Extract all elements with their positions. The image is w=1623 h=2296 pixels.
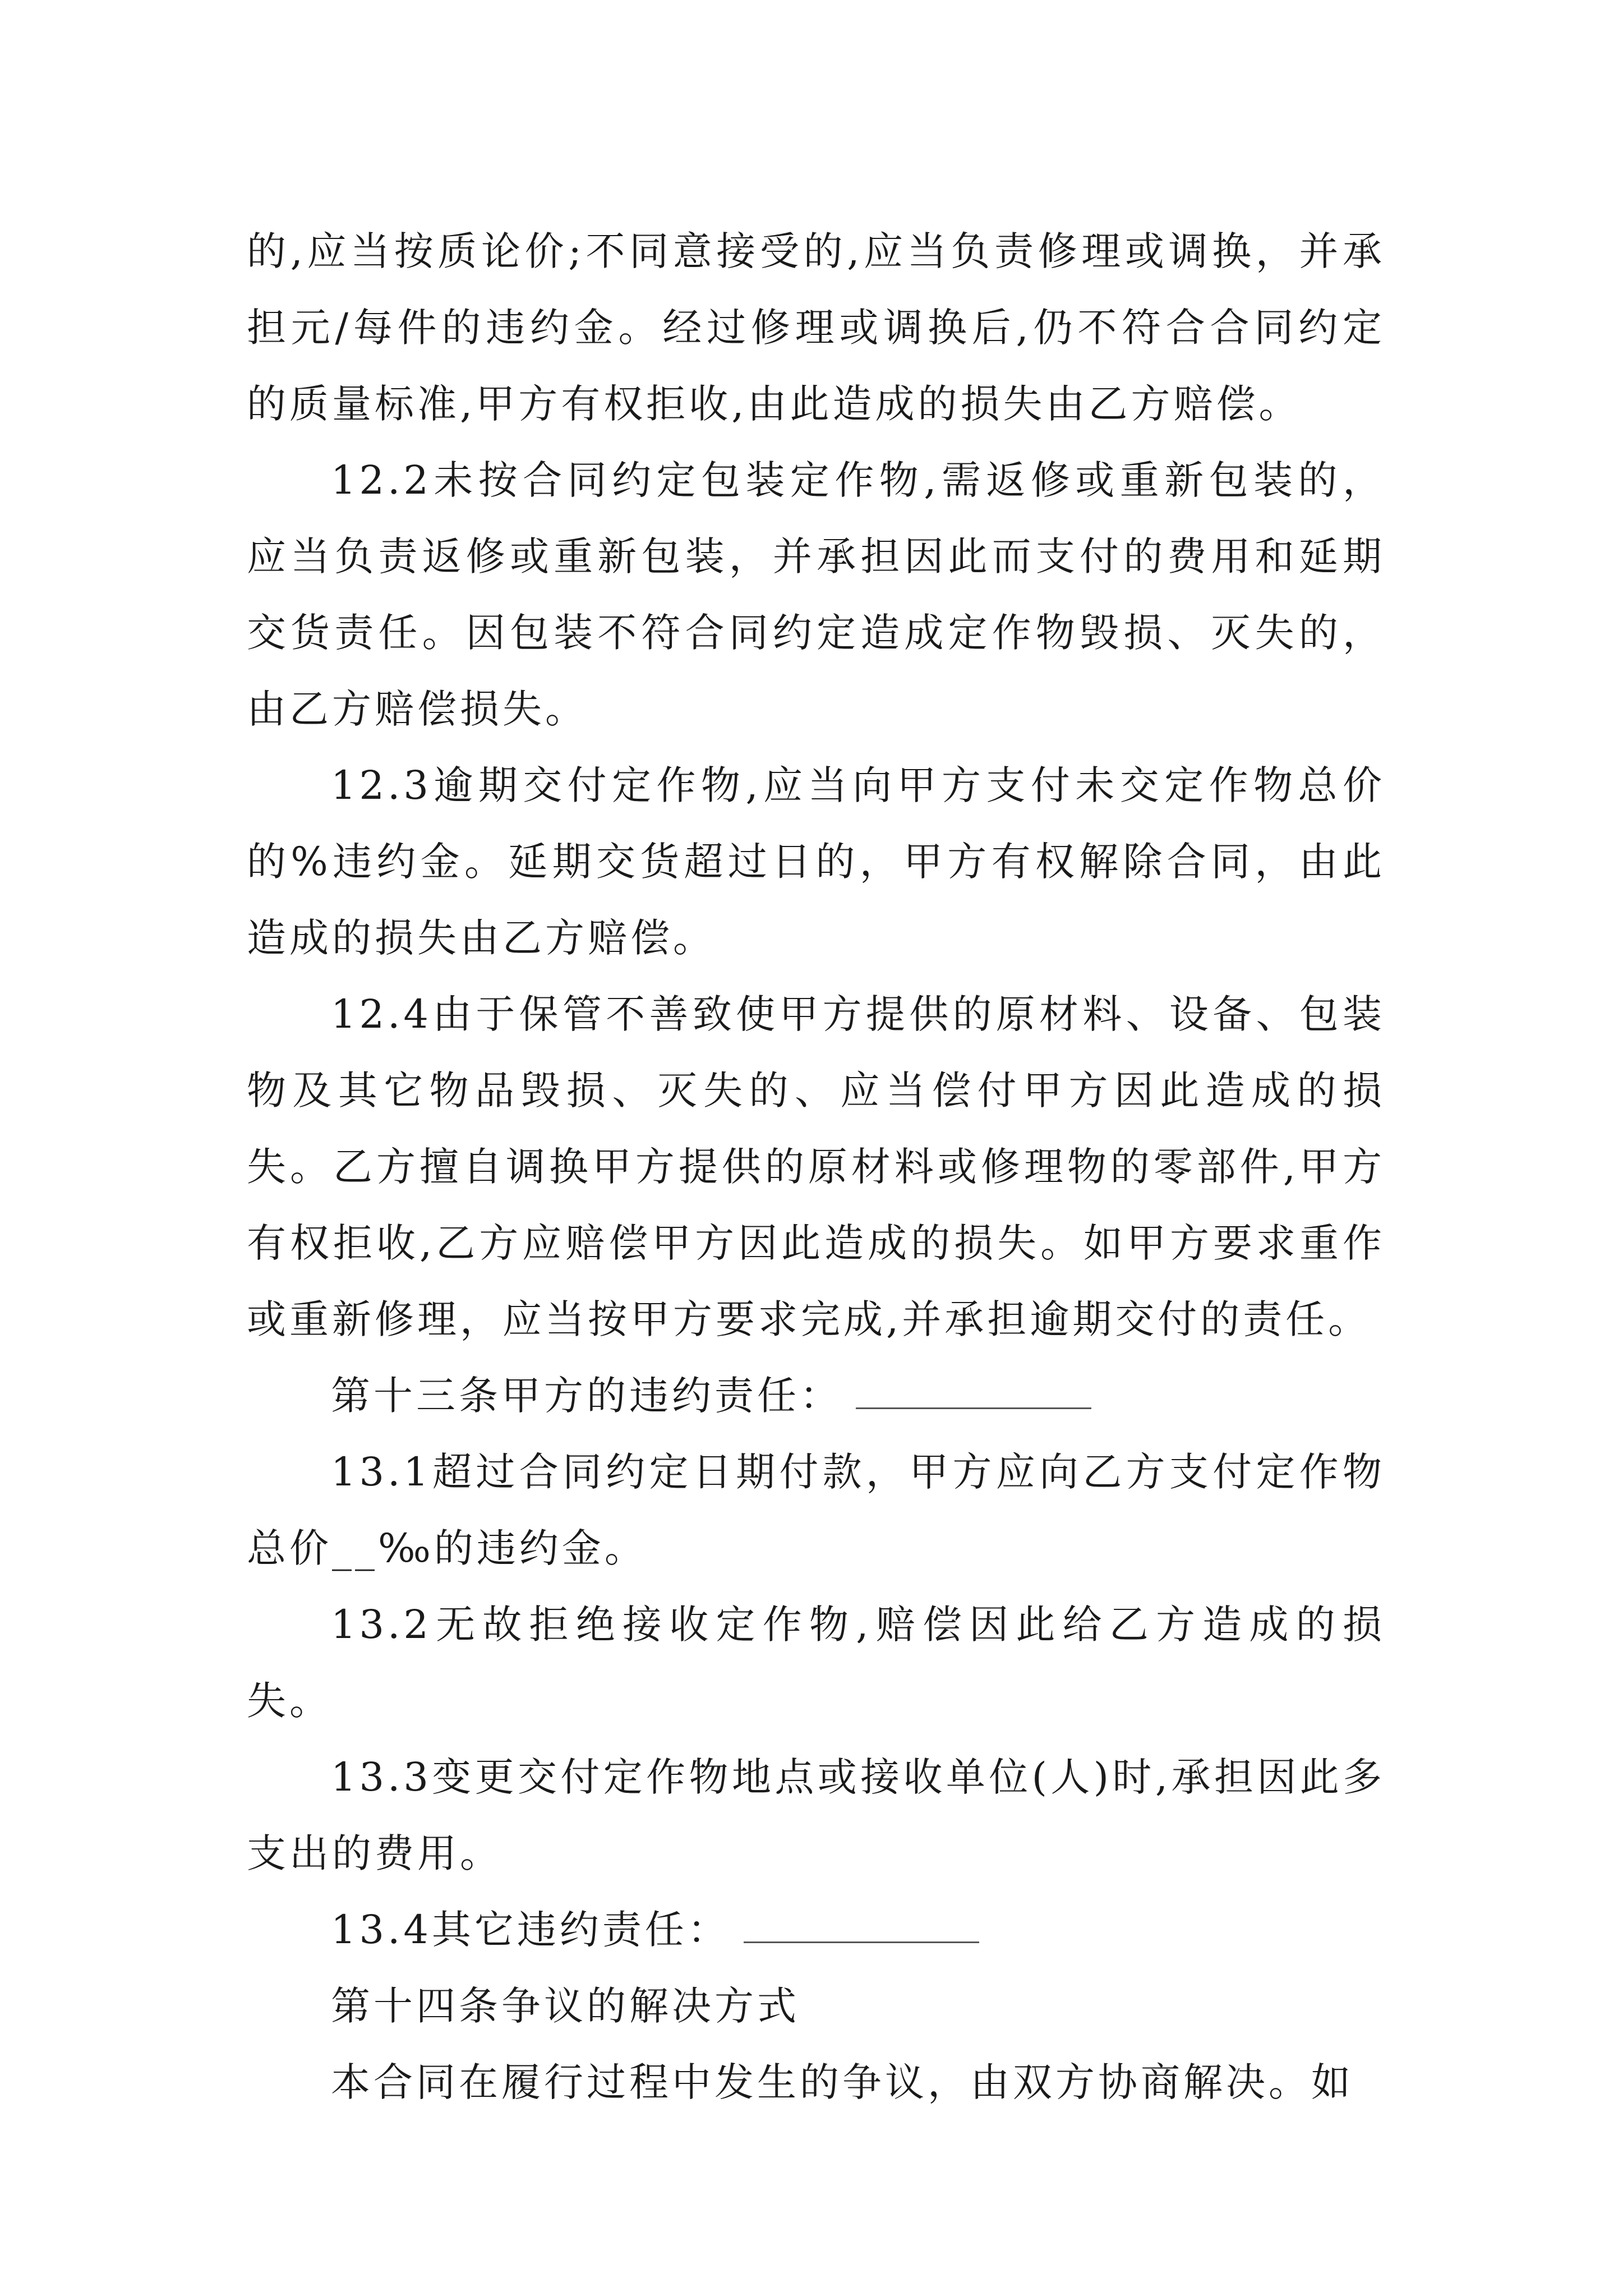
fill-in-blank-line xyxy=(744,1939,979,1943)
paragraph-13-1: 13.1超过合同约定日期付款，甲方应向乙方支付定作物总价__‰的违约金。 xyxy=(247,1449,1385,1571)
fill-in-blank-line xyxy=(856,1405,1091,1409)
paragraph-article-13-heading xyxy=(247,1358,1385,1434)
paragraph-13-4 xyxy=(247,1892,1385,1968)
article-13-heading-text: 第十三条甲方的违约责任： xyxy=(331,1373,842,1419)
paragraph-13-2: 13.2无故拒绝接收定作物,赔偿因此给乙方造成的损失。 xyxy=(247,1602,1385,1724)
document-body xyxy=(247,213,1385,2120)
paragraph-12-3: 12.3逾期交付定作物,应当向甲方支付未交定作物总价的%违约金。延期交货超过日的，甲方有权解除合同，由此造成的损失由乙方赔偿。 xyxy=(247,762,1385,961)
paragraph-12-2: 12.2未按合同约定包装定作物,需返修或重新包装的，应当负责返修或重新包装，并承担因此而支付的费用和延期交货责任。因包装不符合同约定造成定作物毁损、灭失的，由乙方赔偿损失。 xyxy=(247,457,1385,732)
paragraph-dispute-resolution: 本合同在履行过程中发生的争议，由双方协商解决。如 xyxy=(331,2059,1354,2105)
paragraph-12-4: 12.4由于保管不善致使甲方提供的原材料、设备、包装物及其它物品毁损、灭失的、应当偿付甲方因此造成的损失。乙方擅自调换甲方提供的原材料或修理物的零部件,甲方有权拒收,乙方应赔偿甲方因此造成的损失。如甲方要求重作或重新修理，应当按甲方要求完成,并承担逾期交付的责任。 xyxy=(247,991,1385,1342)
clause-13-4-text: 13.4其它违约责任： xyxy=(331,1907,730,1953)
paragraph-quality-clause: 的,应当按质论价;不同意接受的,应当负责修理或调换，并承担元/每件的违约金。经过修理或调换后,仍不符合合同约定的质量标准,甲方有权拒收,由此造成的损失由乙方赔偿。 xyxy=(247,228,1385,427)
paragraph-13-3: 13.3变更交付定作物地点或接收单位(人)时,承担因此多支出的费用。 xyxy=(247,1754,1385,1876)
paragraph-article-14-heading: 第十四条争议的解决方式 xyxy=(331,1983,800,2029)
